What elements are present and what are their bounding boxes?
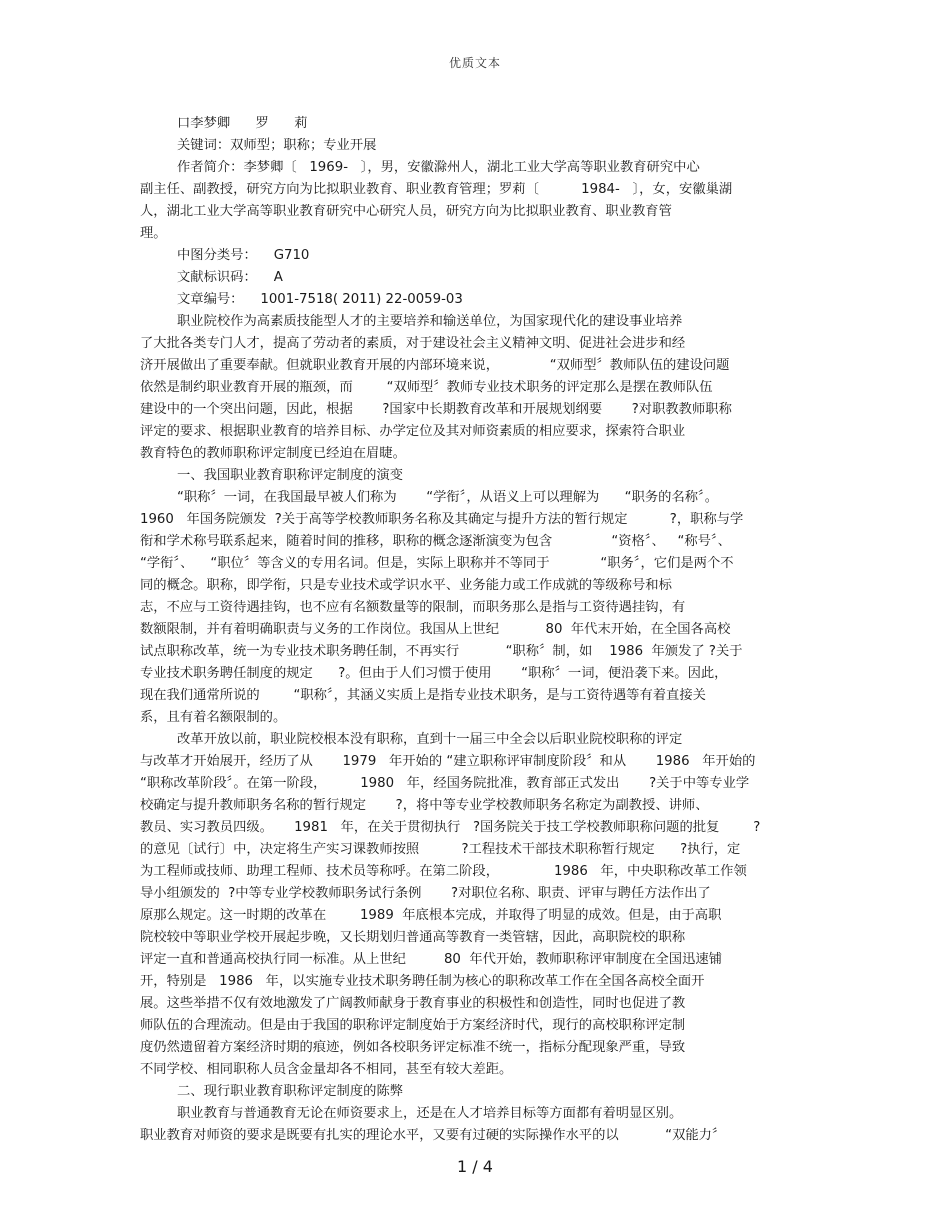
text-line: 评定的要求、根据职业教育的培养目标、办学定位及其对师资素质的相应要求，探索符合职业 <box>140 424 686 439</box>
text-line: “学衔〞、 “职位〞等含义的专用名词。但是，实际上职称并不等同于 “职务〞，它们是两个不 <box>140 556 734 571</box>
text-line: 试点职称改革，统一为专业技术职务聘任制，不再实行 “职称〞制，如 1986 年颁发了 ?关于 <box>140 644 743 659</box>
text-line: 系，且有着名额限制的。 <box>140 710 287 725</box>
text-line: 文献标识码： A <box>177 270 283 285</box>
text-line: 的意见〔试行〕中，决定将生产实习课教师按照 ?工程技术干部技术职称暂行规定 ?执行，定 <box>140 842 741 857</box>
text-line: 度仍然遗留着方案经济时期的痕迹，例如各校职务评定标准不统一，指标分配现象严重，导致 <box>140 1040 686 1055</box>
document-body <box>140 113 820 1147</box>
text-line: 衔和学术称号联系起来，随着时间的推移，职称的概念逐渐演变为包含 “资格〞、 “称号〞、 <box>140 534 731 549</box>
text-line: 与改革才开始展开，经历了从 1979 年开始的 “建立职称评审制度阶段〞和从 1986 年开始的 <box>140 754 756 769</box>
text-line: 职业教育与普通教育无论在师资要求上，还是在人才培养目标等方面都有着明显区别。 <box>177 1106 683 1121</box>
text-line: 作者简介：李梦卿〔 1969- 〕，男，安徽滁州人，湖北工业大学高等职业教育研究中心 <box>177 160 700 175</box>
text-line: 院校较中等职业学校开展起步晚，又长期划归普通高等教育一类管辖，因此，高职院校的职称 <box>140 930 686 945</box>
page-number: 1 / 4 <box>457 1157 493 1176</box>
text-line: 职业教育对师资的要求是既要有扎实的理论水平，又要有过硬的实际操作水平的以 “双能力〞 <box>140 1128 726 1143</box>
text-line: “职称〞一词，在我国最早被人们称为 “学衔〞，从语义上可以理解为 “职务的名称〞。 <box>177 490 718 505</box>
text-line: 中图分类号： G710 <box>177 248 310 263</box>
text-line: 人，湖北工业大学高等职业教育研究中心研究人员，研究方向为比拟职业教育、职业教育管 <box>140 204 672 219</box>
text-line: 展。这些举措不仅有效地激发了广阔教师献身于教育事业的积极性和创造性，同时也促进了教 <box>140 996 686 1011</box>
text-line: 开，特别是 1986 年，以实施专业技术职务聘任制为核心的职称改革工作在全国各高校全面开 <box>140 974 705 989</box>
text-line: 职业院校作为高素质技能型人才的主要培养和输送单位，为国家现代化的建设事业培养 <box>177 314 683 329</box>
text-line: 现在我们通常所说的 “职称〞，其涵义实质上是指专业技术职务，是与工资待遇等有着直接关 <box>140 688 706 703</box>
text-line: 理。 <box>140 226 167 241</box>
text-line: 教育特色的教师职称评定制度已经迫在眉睫。 <box>140 446 406 461</box>
text-line: 志，不应与工资待遇挂钩，也不应有名额数量等的限制，而职务那么是指与工资待遇挂钩，有 <box>140 600 686 615</box>
text-line: 同的概念。职称，即学衔，只是专业技术或学识水平、业务能力或工作成就的等级称号和标 <box>140 578 672 593</box>
text-line: 口李梦卿 罗 莉 <box>177 116 308 131</box>
text-line: 改革开放以前，职业院校根本没有职称，直到十一届三中全会以后职业院校职称的评定 <box>177 732 683 747</box>
text-line: 依然是制约职业教育开展的瓶颈，而 “双师型〞教师专业技术职务的评定那么是摆在教师队伍 <box>140 380 713 395</box>
text-line: 专业技术职务聘任制度的规定 ?。但由于人们习惯于使用 “职称〞一词，便沿袭下来。因此， <box>140 666 728 681</box>
text-line: 了大批各类专门人才，提高了劳动者的素质，对于建设社会主义精神文明、促进社会进步和经 <box>140 336 686 351</box>
text-line: 1960 年国务院颁发 ?关于高等学校教师职务名称及其确定与提升方法的暂行规定 ?，职称与学 <box>140 512 744 527</box>
text-line: 济开展做出了重要奉献。但就职业教育开展的内部环境来说， “双师型〞教师队伍的建设问题 <box>140 358 730 373</box>
text-line: 关键词：双师型；职称；专业开展 <box>177 138 377 153</box>
text-line: 数额限制，并有着明确职责与义务的工作岗位。我国从上世纪 80 年代末开始，在全国各高校 <box>140 622 731 637</box>
text-line: 为工程师或技师、助理工程师、技术员等称呼。在第二阶段， 1986 年，中央职称改革工作领 <box>140 864 747 879</box>
text-line: 文章编号： 1001-7518( 2011) 22-0059-03 <box>177 292 463 307</box>
text-line: 校确定与提升教师职务名称的暂行规定 ?，将中等专业学校教师职务名称定为副教授、讲师、 <box>140 798 709 813</box>
text-line: 原那么规定。这一时期的改革在 1989 年底根本完成，并取得了明显的成效。但是，由于高职 <box>140 908 722 923</box>
text-line: 建设中的一个突出问题，因此，根据 ?国家中长期教育改革和开展规划纲要 ?对职教教师职称 <box>140 402 732 417</box>
text-line: 导小组颁发的 ?中等专业学校教师职务试行条例 ?对职位名称、职责、评审与聘任方法作出了 <box>140 886 711 901</box>
text-line: 副主任、副教授，研究方向为比拟职业教育、职业教育管理；罗莉〔 1984- 〕，女，安徽巢湖 <box>140 182 733 197</box>
text-line: 师队伍的合理流动。但是由于我国的职称评定制度始于方案经济时代，现行的高校职称评定制 <box>140 1018 686 1033</box>
text-line: 二、现行职业教育职称评定制度的陈弊 <box>177 1084 404 1099</box>
text-line: 评定一直和普通高校执行同一标准。从上世纪 80 年代开始，教师职称评审制度在全国迅速铺 <box>140 952 722 967</box>
text-line: “职称改革阶段〞。在第一阶段， 1980 年，经国务院批准，教育部正式发出 ?关于中等专业学 <box>140 776 750 791</box>
text-line: 不同学校、相同职称人员含金量却各不相同，甚至有较大差距。 <box>140 1062 513 1077</box>
page-header: 优质文本 <box>448 56 501 70</box>
text-line: 教员、实习教员四级。 1981 年，在关于贯彻执行 ?国务院关于技工学校教师职称问题的批复 ? <box>140 820 761 835</box>
text-line: 一、我国职业教育职称评定制度的演变 <box>177 468 404 483</box>
